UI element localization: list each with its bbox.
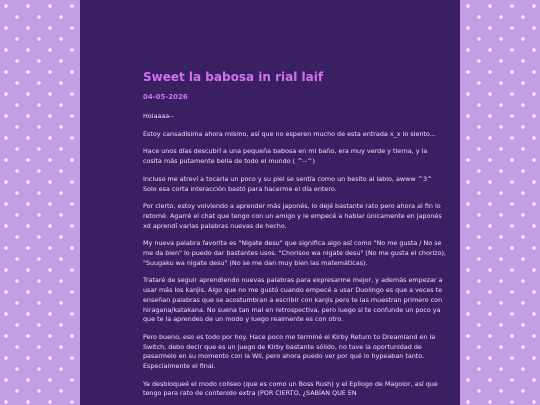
blog-post-panel xyxy=(80,0,460,405)
post-paragraph: Hace unos días descubrí a una pequeña babosa en mi baño, era muy verde y tierna, y la cosita más putamente bella de todo el mundo ( ^--^) xyxy=(143,147,428,166)
post-paragraph: Pero bueno, eso es todo por hoy. Hace poco me terminé el Kirby Return to Dreamland en la Switch, debo decir que es un juego de Kirby bastante sólido, no tuve la oportunidad de pasarmelo en su momento con la Wii, pero ahora puedo ver por qué lo hypeaban tanto. Especialmente el final. xyxy=(143,332,436,371)
post-paragraph: Holaaaa-- xyxy=(143,112,174,120)
post-paragraph: My nueva palabra favorita es "Nigate desu" que significa algo así como "No me gusta / No se me da bien" lo puedo dar bastantes usos. "Chorisoo wa nigate desu" (No me gusta el chorizo), "Suugaku wa nigate desu" (No se me dan muy bien las matemáticas). xyxy=(143,239,447,267)
post-paragraph: Trataré de seguir aprendiendo nuevas palabras para expresarme mejor, y además empezar a usar más los kanjis. Algo que no me gustó cuando empecé a usar Duolingo es que a veces te enseñan palabras que se acostumbran a escribir con kanjis pero te las muestran primero con hiragana/katakana. No suena tan mal en retrospectiva, pero luego si te confunde un poco ya que te la aprendes de un modo y luego realmente es con otro. xyxy=(143,276,443,324)
blog-post xyxy=(80,0,460,399)
post-body xyxy=(143,112,448,399)
post-paragraph: Estoy cansadísima ahora mismo, así que no esperen mucho de esta entrada x_x lo siento... xyxy=(143,129,436,138)
post-paragraph: Ya desbloqueé el modo coliseo (que es como un Boss Rush) y el Epílogo de Magolor, así que tengo para rato de contenido extra (POR CIERTO, ¿SABÍAN QUE EN xyxy=(143,379,438,398)
post-paragraph: Por cierto, estoy volviendo a aprender más japonés, lo dejé bastante rato pero ahora al fin lo retomé. Agarré el chat que tengo con un amigo y le empecé a hablar únicamente en japonés xd aprendí varias palabras nuevas de hecho. xyxy=(143,202,442,230)
post-paragraph: Incluso me atreví a tocarla un poco y su piel se sentía como un besito al labio, awww ^3^ Solo esa corta interacción bastó para hacerme el día entero. xyxy=(143,174,433,193)
post-title: Sweet la babosa in rial laif xyxy=(143,70,324,84)
post-date: 04-05-2026 xyxy=(143,93,188,101)
